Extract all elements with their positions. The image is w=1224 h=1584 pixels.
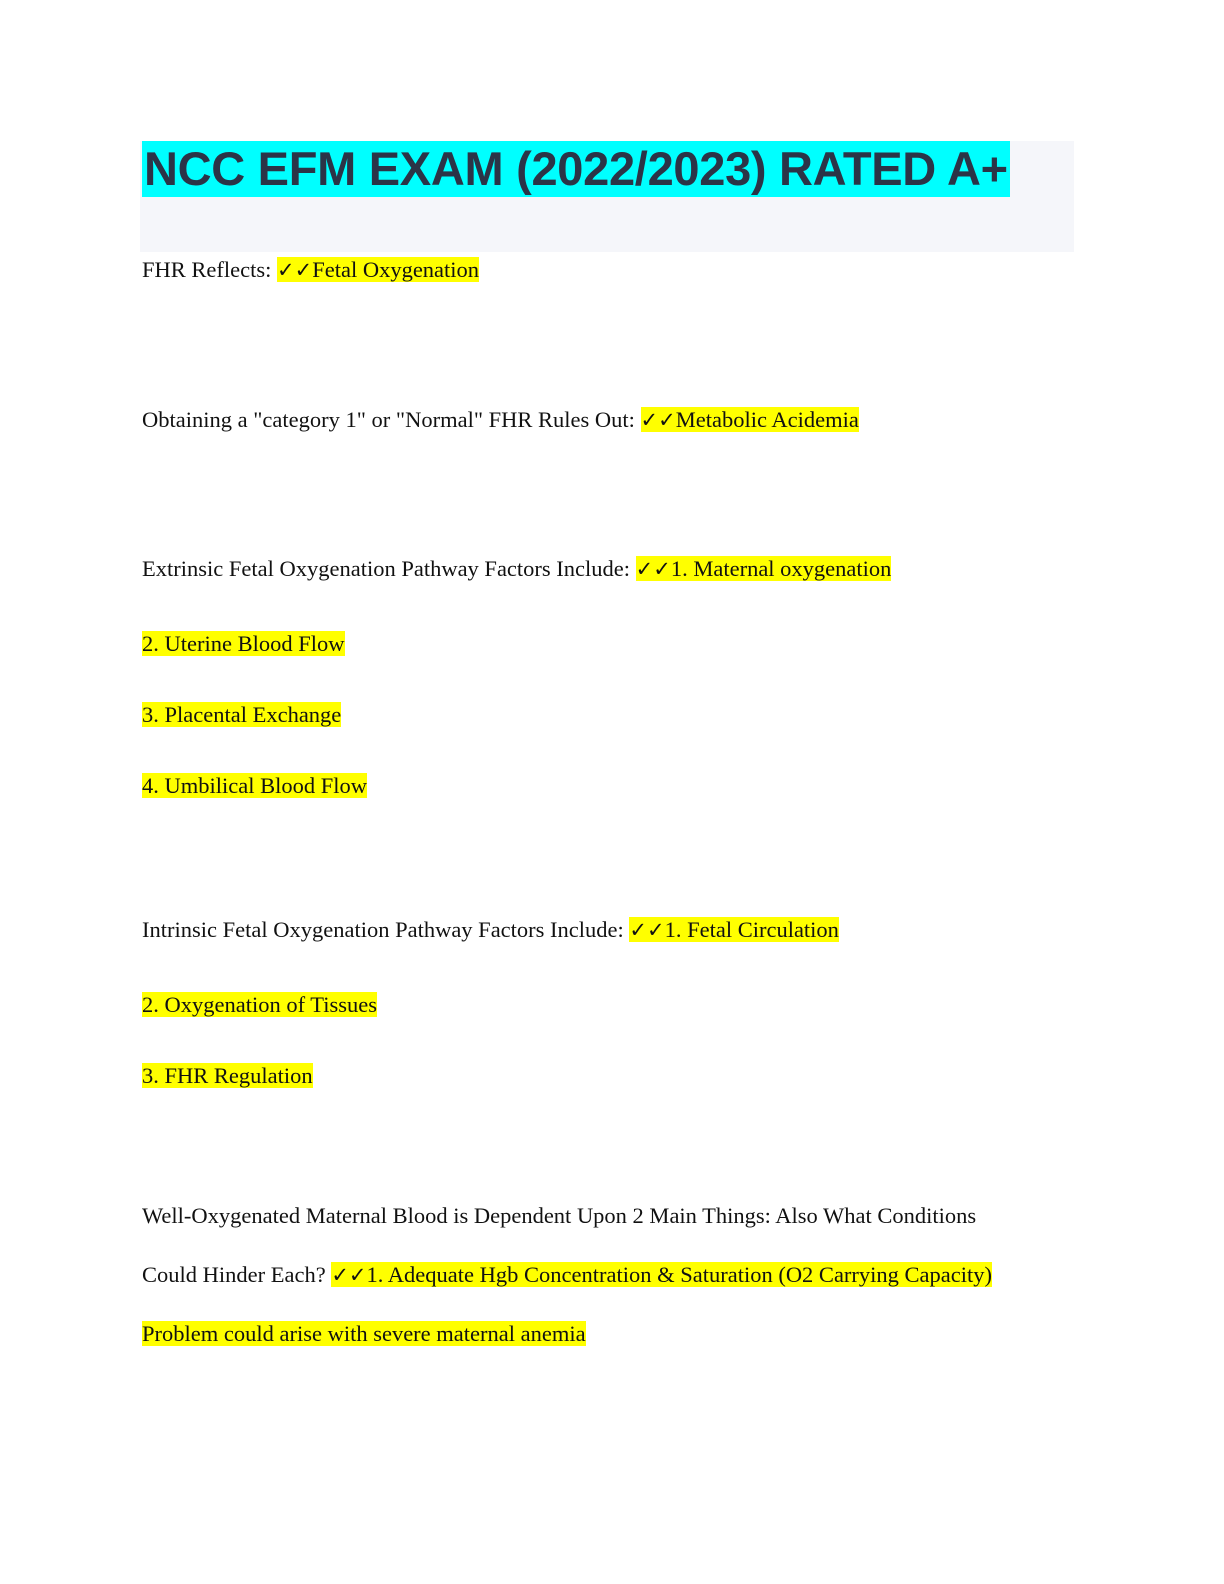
answer-highlight bbox=[636, 556, 892, 581]
question-text: Extrinsic Fetal Oxygenation Pathway Factors Include: bbox=[142, 556, 636, 581]
double-check-icon: ✓✓ bbox=[331, 1263, 367, 1287]
answer-continuation bbox=[142, 1319, 586, 1349]
answer-highlight: 2. Oxygenation of Tissues bbox=[142, 992, 378, 1017]
question-line: Well-Oxygenated Maternal Blood is Dependent Upon 2 Main Things: Also What Conditions bbox=[142, 1203, 977, 1228]
double-check-icon: ✓✓ bbox=[640, 408, 676, 432]
double-check-icon: ✓✓ bbox=[277, 258, 313, 282]
qa-extrinsic-factors bbox=[142, 554, 891, 584]
question-text: Could Hinder Each? bbox=[142, 1262, 332, 1287]
answer-highlight bbox=[629, 917, 839, 942]
question-text: Intrinsic Fetal Oxygenation Pathway Factors Include: bbox=[142, 917, 630, 942]
answer-text: Metabolic Acidemia bbox=[675, 407, 859, 432]
answer-list-item bbox=[142, 700, 341, 730]
answer-list-item bbox=[142, 1061, 313, 1091]
question-text: FHR Reflects: bbox=[142, 257, 277, 282]
double-check-icon: ✓✓ bbox=[629, 918, 665, 942]
answer-highlight: 4. Umbilical Blood Flow bbox=[142, 773, 367, 798]
answer-highlight bbox=[277, 257, 479, 282]
answer-text: 1. Fetal Circulation bbox=[664, 917, 839, 942]
answer-text: 1. Adequate Hgb Concentration & Saturation (O2 Carrying Capacity) bbox=[366, 1262, 993, 1287]
qa-maternal-blood bbox=[142, 1260, 992, 1290]
answer-highlight: Problem could arise with severe maternal anemia bbox=[142, 1321, 586, 1346]
answer-highlight bbox=[641, 407, 859, 432]
answer-list-item bbox=[142, 629, 345, 659]
answer-text: 1. Maternal oxygenation bbox=[670, 556, 892, 581]
qa-intrinsic-factors bbox=[142, 915, 839, 945]
double-check-icon: ✓✓ bbox=[635, 557, 671, 581]
answer-text: Fetal Oxygenation bbox=[312, 257, 480, 282]
answer-highlight: 3. FHR Regulation bbox=[142, 1063, 313, 1088]
answer-list-item bbox=[142, 771, 367, 801]
answer-highlight: 3. Placental Exchange bbox=[142, 702, 342, 727]
answer-highlight bbox=[331, 1262, 992, 1287]
qa-fhr-reflects bbox=[142, 255, 479, 285]
question-text: Obtaining a "category 1" or "Normal" FHR Rules Out: bbox=[142, 407, 641, 432]
document-title: NCC EFM EXAM (2022/2023) RATED A+ bbox=[144, 142, 1008, 195]
answer-list-item bbox=[142, 990, 377, 1020]
qa-category-1-rules-out bbox=[142, 405, 859, 435]
answer-highlight: 2. Uterine Blood Flow bbox=[142, 631, 345, 656]
